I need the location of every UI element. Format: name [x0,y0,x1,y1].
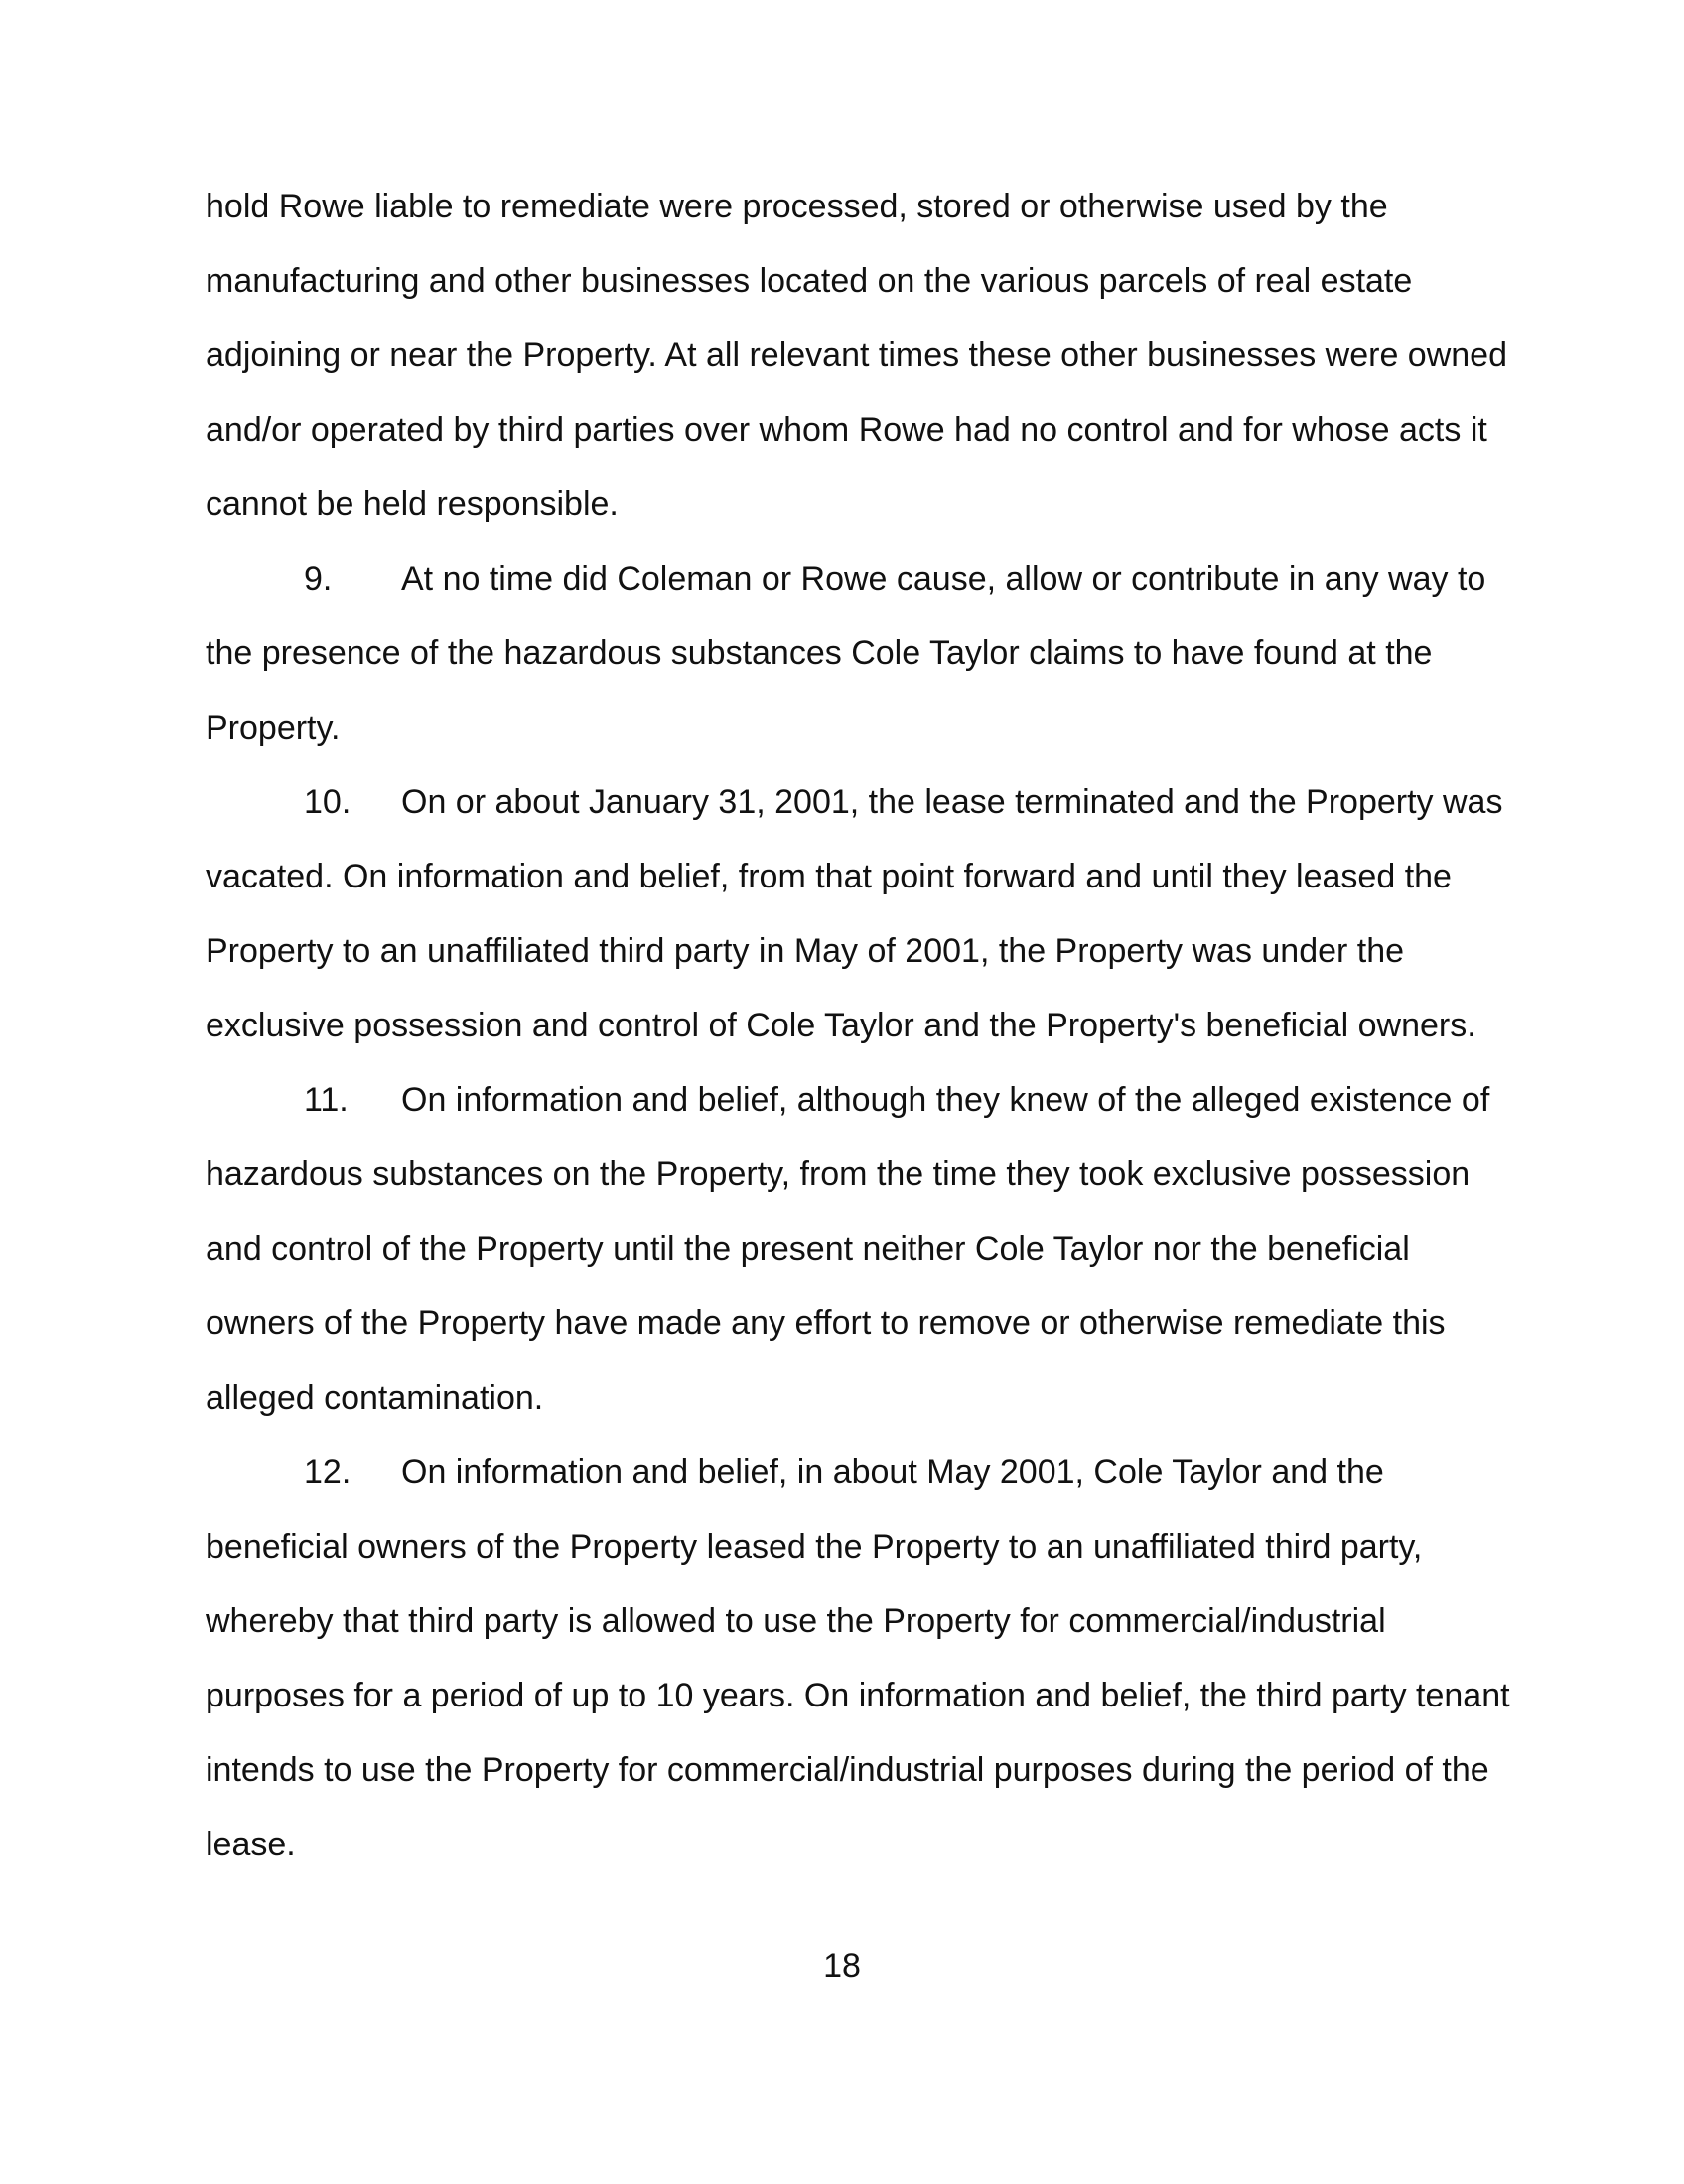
paragraph-number: 11. [304,1081,349,1119]
text-line: Property to an unaffiliated third party in May of 2001, the Property was under the [206,932,1405,970]
page-number: 18 [823,1947,861,1984]
text-line: beneficial owners of the Property leased the Property to an unaffiliated third party, [206,1528,1423,1566]
text-line: On information and belief, although they knew of the alleged existence of [401,1081,1490,1119]
text-line: purposes for a period of up to 10 years. On information and belief, the third party tenant [206,1677,1510,1714]
text-line: exclusive possession and control of Cole Taylor and the Property's beneficial owners. [206,1007,1476,1044]
text-line: intends to use the Property for commercial/industrial purposes during the period of the [206,1751,1489,1789]
text-line: hold Rowe liable to remediate were processed, stored or otherwise used by the [206,188,1388,225]
text-line: whereby that third party is allowed to use the Property for commercial/industrial [206,1602,1386,1640]
text-line: At no time did Coleman or Rowe cause, allow or contribute in any way to [401,560,1486,598]
paragraph-number: 9. [304,560,333,598]
paragraph-number: 12. [304,1453,351,1491]
text-line: adjoining or near the Property. At all relevant times these other businesses were owned [206,337,1507,374]
text-line: alleged contamination. [206,1379,544,1417]
text-line: owners of the Property have made any effort to remove or otherwise remediate this [206,1304,1446,1342]
text-line: and/or operated by third parties over whom Rowe had no control and for whose acts it [206,411,1487,449]
text-line: manufacturing and other businesses located on the various parcels of real estate [206,262,1413,300]
paragraph-number: 10. [304,783,351,821]
text-line: Property. [206,709,341,747]
text-line: the presence of the hazardous substances Cole Taylor claims to have found at the [206,634,1433,672]
text-line: cannot be held responsible. [206,485,619,523]
text-line: hazardous substances on the Property, from the time they took exclusive possession [206,1156,1471,1193]
text-line: On information and belief, in about May 2001, Cole Taylor and the [401,1453,1384,1491]
text-line: On or about January 31, 2001, the lease terminated and the Property was [401,783,1503,821]
text-line: lease. [206,1826,296,1863]
text-line: and control of the Property until the present neither Cole Taylor nor the beneficial [206,1230,1410,1268]
text-line: vacated. On information and belief, from that point forward and until they leased the [206,858,1452,895]
